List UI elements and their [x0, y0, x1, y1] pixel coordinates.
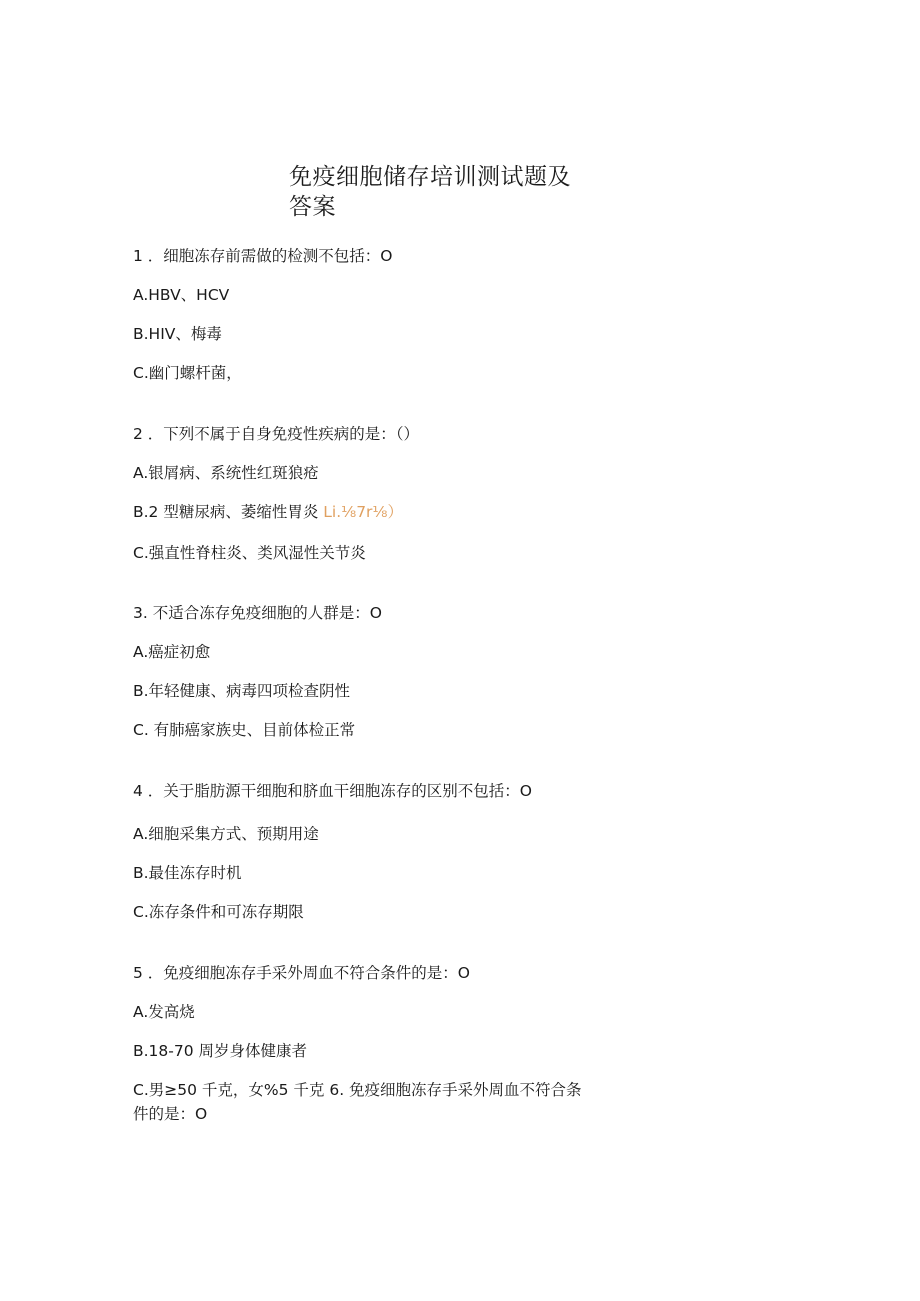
question-1-option-c: C.幽门螺杆菌， — [133, 364, 242, 382]
question-5-option-a: A.发高烧 — [133, 1003, 195, 1021]
question-2-artifact-text: Li.⅛7r⅛） — [323, 503, 403, 521]
question-5-option-c: C.男≥50 千克，女%5 千克 6. 免疫细胞冻存手采外周血不符合条件的是：O — [133, 1081, 582, 1123]
question-5-option-b: B.18-70 周岁身体健康者 — [133, 1042, 308, 1060]
question-2-stem: 2 ．下列不属于自身免疫性疾病的是：（） — [133, 425, 420, 443]
question-3-option-b: B.年轻健康、病毒四项检查阴性 — [133, 682, 351, 700]
question-3-option-a: A.癌症初愈 — [133, 643, 211, 661]
question-2-option-b-text: B.2 型糖尿病、萎缩性胃炎 — [133, 503, 319, 521]
question-3-option-c: C. 有肺癌家族史、目前体检正常 — [133, 721, 356, 739]
question-2-option-c: C.强直性脊柱炎、类风湿性关节炎 — [133, 544, 366, 562]
question-4-stem: 4 ．关于脂肪源干细胞和脐血干细胞冻存的区别不包括：O — [133, 782, 532, 800]
question-1-stem: 1 ．细胞冻存前需做的检测不包括：O — [133, 247, 393, 265]
document-title: 免疫细胞储存培训测试题及答案 — [289, 164, 571, 220]
question-4-option-b: B.最佳冻存时机 — [133, 864, 242, 882]
question-4-option-c: C.冻存条件和可冻存期限 — [133, 903, 304, 921]
question-4-option-a: A.细胞采集方式、预期用途 — [133, 825, 319, 843]
question-1-option-b: B.HIV、梅毒 — [133, 325, 222, 343]
question-5-stem: 5 ．免疫细胞冻存手采外周血不符合条件的是：O — [133, 964, 470, 982]
question-2-option-a: A.银屑病、系统性红斑狼疮 — [133, 464, 319, 482]
question-1-option-a: A.HBV、HCV — [133, 286, 230, 304]
question-2-option-b — [133, 502, 403, 522]
question-3-stem: 3. 不适合冻存免疫细胞的人群是：O — [133, 604, 382, 622]
